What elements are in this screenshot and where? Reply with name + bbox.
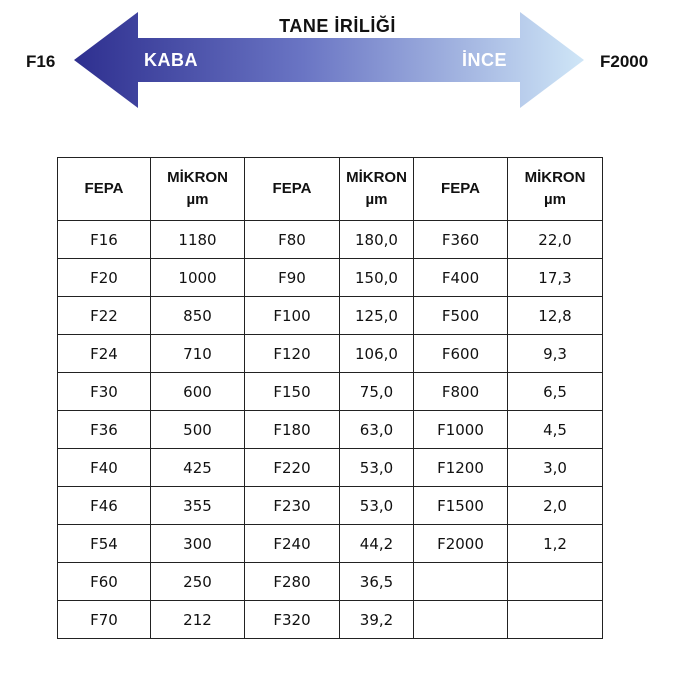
scale-left-end-label: F16	[26, 52, 56, 71]
fepa-grade-cell: F90	[245, 259, 340, 297]
table-row	[58, 221, 603, 259]
micron-value-cell: 1000	[151, 259, 245, 297]
fepa-grade-cell: F70	[58, 601, 151, 639]
coarse-label: KABA	[144, 50, 198, 70]
micron-value-cell: 53,0	[340, 487, 414, 525]
table-row	[58, 373, 603, 411]
fepa-grade-cell: F36	[58, 411, 151, 449]
table-row	[58, 487, 603, 525]
fepa-grade-cell: F360	[414, 221, 508, 259]
scale-title: TANE İRİLİĞİ	[279, 16, 396, 36]
table-row	[58, 297, 603, 335]
micron-value-cell: 53,0	[340, 449, 414, 487]
header-fepa-1: FEPA	[58, 158, 151, 221]
table-header-row	[58, 158, 603, 221]
table-row	[58, 563, 603, 601]
fepa-grade-cell	[414, 563, 508, 601]
micron-value-cell: 63,0	[340, 411, 414, 449]
fepa-grade-cell: F600	[414, 335, 508, 373]
micron-value-cell: 150,0	[340, 259, 414, 297]
fepa-grade-cell: F220	[245, 449, 340, 487]
fepa-grade-cell: F100	[245, 297, 340, 335]
scale-right-end-label: F2000	[600, 52, 649, 71]
fepa-grade-cell: F500	[414, 297, 508, 335]
table-row	[58, 259, 603, 297]
grit-scale	[0, 0, 675, 120]
micron-value-cell: 850	[151, 297, 245, 335]
micron-value-cell: 75,0	[340, 373, 414, 411]
micron-value-cell: 39,2	[340, 601, 414, 639]
micron-value-cell	[508, 563, 603, 601]
fepa-grade-cell: F80	[245, 221, 340, 259]
fepa-grade-cell: F120	[245, 335, 340, 373]
micron-value-cell: 22,0	[508, 221, 603, 259]
micron-value-cell: 1180	[151, 221, 245, 259]
fepa-grade-cell: F22	[58, 297, 151, 335]
fine-label: İNCE	[462, 50, 508, 70]
micron-value-cell: 425	[151, 449, 245, 487]
micron-value-cell: 212	[151, 601, 245, 639]
fepa-grade-cell: F40	[58, 449, 151, 487]
micron-value-cell: 6,5	[508, 373, 603, 411]
micron-value-cell: 9,3	[508, 335, 603, 373]
micron-value-cell: 106,0	[340, 335, 414, 373]
fepa-grade-cell: F240	[245, 525, 340, 563]
fepa-grade-cell: F20	[58, 259, 151, 297]
micron-value-cell: 12,8	[508, 297, 603, 335]
micron-value-cell: 500	[151, 411, 245, 449]
micron-value-cell: 600	[151, 373, 245, 411]
fepa-grade-cell: F46	[58, 487, 151, 525]
grit-size-table	[57, 157, 603, 639]
fepa-grade-cell: F180	[245, 411, 340, 449]
fepa-grade-cell: F400	[414, 259, 508, 297]
header-micron-2: MİKRON µm	[340, 158, 414, 221]
micron-value-cell: 2,0	[508, 487, 603, 525]
header-micron-1: MİKRON µm	[151, 158, 245, 221]
micron-value-cell: 125,0	[340, 297, 414, 335]
fepa-grade-cell: F1000	[414, 411, 508, 449]
fepa-grade-cell: F24	[58, 335, 151, 373]
micron-value-cell: 4,5	[508, 411, 603, 449]
micron-value-cell: 710	[151, 335, 245, 373]
micron-value-cell: 3,0	[508, 449, 603, 487]
fepa-grade-cell: F30	[58, 373, 151, 411]
table-row	[58, 449, 603, 487]
fepa-grade-cell: F150	[245, 373, 340, 411]
table-row	[58, 525, 603, 563]
fepa-grade-cell: F280	[245, 563, 340, 601]
micron-value-cell: 355	[151, 487, 245, 525]
micron-value-cell: 300	[151, 525, 245, 563]
fepa-grade-cell: F800	[414, 373, 508, 411]
fepa-grade-cell	[414, 601, 508, 639]
fepa-grade-cell: F54	[58, 525, 151, 563]
table-body	[58, 221, 603, 639]
micron-value-cell: 17,3	[508, 259, 603, 297]
header-fepa-3: FEPA	[414, 158, 508, 221]
fepa-grade-cell: F230	[245, 487, 340, 525]
micron-value-cell: 44,2	[340, 525, 414, 563]
micron-value-cell: 1,2	[508, 525, 603, 563]
fepa-grade-cell: F1500	[414, 487, 508, 525]
table-row	[58, 601, 603, 639]
fepa-grade-cell: F320	[245, 601, 340, 639]
fepa-grade-cell: F2000	[414, 525, 508, 563]
table-row	[58, 411, 603, 449]
fepa-grade-cell: F60	[58, 563, 151, 601]
micron-value-cell: 180,0	[340, 221, 414, 259]
header-fepa-2: FEPA	[245, 158, 340, 221]
micron-value-cell	[508, 601, 603, 639]
fepa-grade-cell: F1200	[414, 449, 508, 487]
fepa-grade-cell: F16	[58, 221, 151, 259]
header-micron-3: MİKRON µm	[508, 158, 603, 221]
micron-value-cell: 36,5	[340, 563, 414, 601]
table-row	[58, 335, 603, 373]
micron-value-cell: 250	[151, 563, 245, 601]
